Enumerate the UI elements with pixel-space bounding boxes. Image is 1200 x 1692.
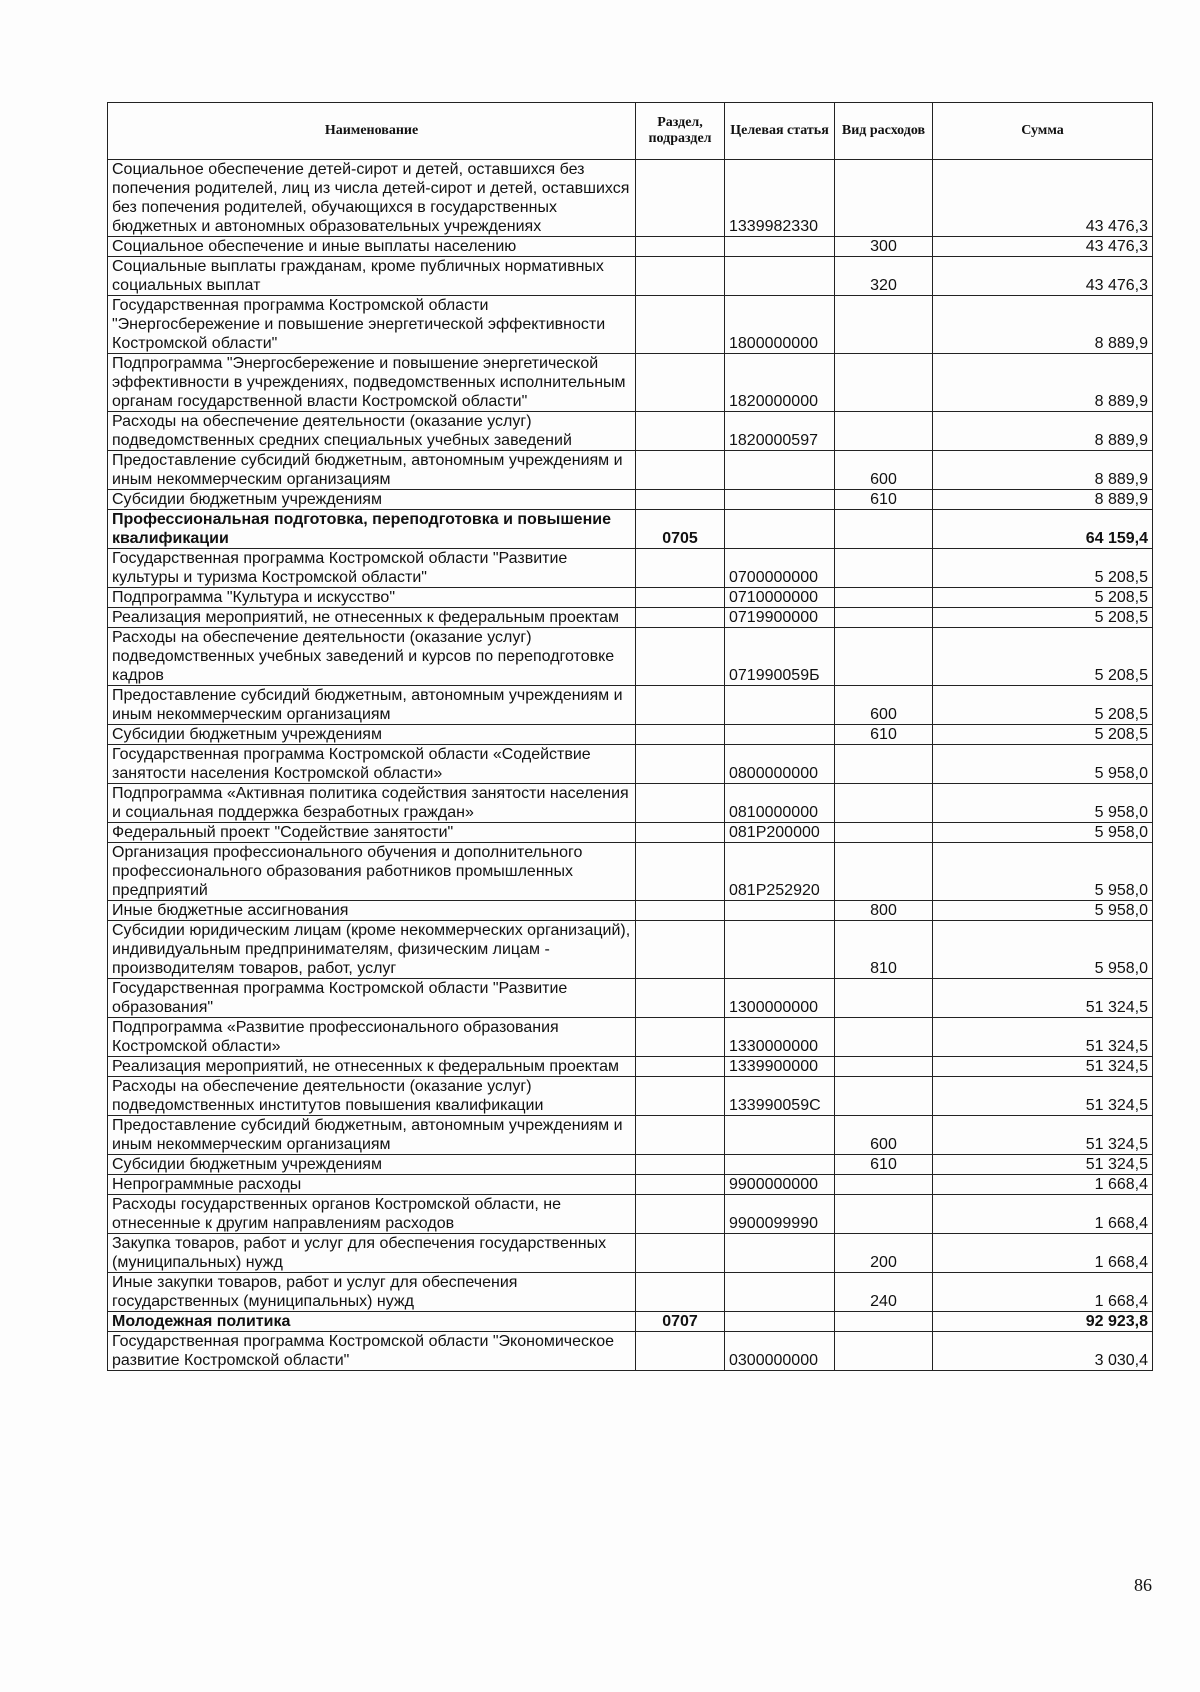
cell-name: Иные закупки товаров, работ и услуг для обеспечения государственных (муниципальных) нужд: [108, 1273, 636, 1312]
cell-sum: 51 324,5: [933, 1077, 1153, 1116]
cell-sum: 8 889,9: [933, 412, 1153, 451]
cell-sum: 5 208,5: [933, 725, 1153, 745]
cell-kind: [835, 1057, 933, 1077]
cell-kind: [835, 1018, 933, 1057]
cell-section: [636, 1332, 725, 1371]
cell-name: Подпрограмма "Энергосбережение и повышение энергетической эффективности в учреждениях, подведомственных исполнительным органам государственной власти Костромской области": [108, 354, 636, 412]
cell-article: [725, 1234, 835, 1273]
cell-article: [725, 451, 835, 490]
header-section: Раздел, подраздел: [636, 103, 725, 160]
cell-kind: [835, 1312, 933, 1332]
cell-section: 0707: [636, 1312, 725, 1332]
cell-kind: 600: [835, 451, 933, 490]
cell-article: 071990059Б: [725, 628, 835, 686]
table-row: [108, 1077, 1153, 1116]
cell-section: [636, 901, 725, 921]
table-row: [108, 296, 1153, 354]
cell-sum: 5 958,0: [933, 745, 1153, 784]
cell-sum: 5 208,5: [933, 549, 1153, 588]
cell-section: [636, 588, 725, 608]
cell-sum: 92 923,8: [933, 1312, 1153, 1332]
cell-section: [636, 979, 725, 1018]
table-row: [108, 510, 1153, 549]
table-row: [108, 237, 1153, 257]
cell-article: [725, 490, 835, 510]
cell-section: [636, 549, 725, 588]
cell-article: 9900099990: [725, 1195, 835, 1234]
cell-article: 0800000000: [725, 745, 835, 784]
cell-name: Предоставление субсидий бюджетным, автономным учреждениям и иным некоммерческим организациям: [108, 686, 636, 725]
table-row: [108, 1155, 1153, 1175]
cell-kind: 300: [835, 237, 933, 257]
cell-section: [636, 1273, 725, 1312]
table-row: [108, 412, 1153, 451]
cell-article: 1820000000: [725, 354, 835, 412]
cell-section: [636, 745, 725, 784]
cell-sum: 51 324,5: [933, 1018, 1153, 1057]
cell-sum: 64 159,4: [933, 510, 1153, 549]
table-row: [108, 628, 1153, 686]
cell-name: Социальные выплаты гражданам, кроме публичных нормативных социальных выплат: [108, 257, 636, 296]
cell-section: [636, 257, 725, 296]
cell-kind: 610: [835, 490, 933, 510]
cell-section: [636, 451, 725, 490]
cell-article: [725, 510, 835, 549]
table-row: [108, 921, 1153, 979]
cell-article: 1330000000: [725, 1018, 835, 1057]
table-row: [108, 843, 1153, 901]
cell-sum: 43 476,3: [933, 237, 1153, 257]
cell-article: [725, 901, 835, 921]
cell-kind: [835, 296, 933, 354]
cell-section: [636, 1077, 725, 1116]
cell-kind: [835, 510, 933, 549]
cell-sum: 5 208,5: [933, 588, 1153, 608]
cell-name: Субсидии бюджетным учреждениям: [108, 490, 636, 510]
cell-section: [636, 921, 725, 979]
table-row: [108, 257, 1153, 296]
cell-kind: [835, 628, 933, 686]
cell-sum: 8 889,9: [933, 490, 1153, 510]
cell-name: Расходы на обеспечение деятельности (оказание услуг) подведомственных институтов повышения квалификации: [108, 1077, 636, 1116]
header-kind: Вид расходов: [835, 103, 933, 160]
cell-name: Молодежная политика: [108, 1312, 636, 1332]
table-row: [108, 1175, 1153, 1195]
cell-sum: 1 668,4: [933, 1234, 1153, 1273]
cell-name: Предоставление субсидий бюджетным, автономным учреждениям и иным некоммерческим организациям: [108, 451, 636, 490]
table-row: [108, 1273, 1153, 1312]
cell-name: Государственная программа Костромской области "Энергосбережение и повышение энергетической эффективности Костромской области": [108, 296, 636, 354]
table-row: [108, 901, 1153, 921]
cell-sum: 51 324,5: [933, 1155, 1153, 1175]
cell-sum: 5 208,5: [933, 628, 1153, 686]
cell-name: Организация профессионального обучения и дополнительного профессионального образования работников промышленных предприятий: [108, 843, 636, 901]
cell-kind: [835, 160, 933, 237]
cell-kind: [835, 1332, 933, 1371]
cell-article: 0710000000: [725, 588, 835, 608]
cell-kind: 200: [835, 1234, 933, 1273]
cell-section: [636, 1195, 725, 1234]
cell-kind: [835, 823, 933, 843]
table-row: [108, 1312, 1153, 1332]
cell-kind: [835, 843, 933, 901]
table-row: [108, 784, 1153, 823]
cell-kind: [835, 588, 933, 608]
cell-kind: 600: [835, 686, 933, 725]
budget-table: [107, 102, 1153, 1371]
cell-article: [725, 1312, 835, 1332]
cell-kind: [835, 549, 933, 588]
table-row: [108, 745, 1153, 784]
cell-kind: [835, 608, 933, 628]
cell-section: [636, 1175, 725, 1195]
header-name: Наименование: [108, 103, 636, 160]
cell-kind: 610: [835, 725, 933, 745]
cell-kind: [835, 1077, 933, 1116]
table-body: [108, 160, 1153, 1371]
table-row: [108, 725, 1153, 745]
table-row: [108, 608, 1153, 628]
table-row: [108, 979, 1153, 1018]
cell-name: Субсидии юридическим лицам (кроме некоммерческих организаций), индивидуальным предпринимателям, физическим лицам - производителям товаров, работ, услуг: [108, 921, 636, 979]
cell-name: Субсидии бюджетным учреждениям: [108, 1155, 636, 1175]
table-row: [108, 1018, 1153, 1057]
cell-section: [636, 1116, 725, 1155]
cell-name: Расходы на обеспечение деятельности (оказание услуг) подведомственных учебных заведений и курсов по переподготовке кадров: [108, 628, 636, 686]
cell-sum: 51 324,5: [933, 979, 1153, 1018]
cell-section: [636, 686, 725, 725]
cell-sum: 5 958,0: [933, 843, 1153, 901]
cell-kind: [835, 354, 933, 412]
cell-sum: 8 889,9: [933, 354, 1153, 412]
cell-sum: 5 208,5: [933, 608, 1153, 628]
cell-kind: 600: [835, 1116, 933, 1155]
cell-section: [636, 490, 725, 510]
cell-kind: [835, 979, 933, 1018]
cell-name: Расходы государственных органов Костромской области, не отнесенные к другим направлениям расходов: [108, 1195, 636, 1234]
cell-sum: 5 958,0: [933, 823, 1153, 843]
cell-name: Расходы на обеспечение деятельности (оказание услуг) подведомственных средних специальных учебных заведений: [108, 412, 636, 451]
cell-kind: 240: [835, 1273, 933, 1312]
cell-kind: [835, 412, 933, 451]
table-row: [108, 686, 1153, 725]
cell-name: Реализация мероприятий, не отнесенных к федеральным проектам: [108, 1057, 636, 1077]
table-row: [108, 1332, 1153, 1371]
table-row: [108, 160, 1153, 237]
cell-sum: 1 668,4: [933, 1195, 1153, 1234]
cell-article: 1800000000: [725, 296, 835, 354]
cell-article: 081Р252920: [725, 843, 835, 901]
cell-name: Субсидии бюджетным учреждениям: [108, 725, 636, 745]
cell-kind: 610: [835, 1155, 933, 1175]
table-row: [108, 1234, 1153, 1273]
cell-sum: 1 668,4: [933, 1175, 1153, 1195]
cell-section: [636, 784, 725, 823]
cell-section: [636, 823, 725, 843]
cell-kind: 800: [835, 901, 933, 921]
cell-sum: 5 958,0: [933, 901, 1153, 921]
cell-section: [636, 354, 725, 412]
table-row: [108, 490, 1153, 510]
cell-sum: 8 889,9: [933, 451, 1153, 490]
cell-article: 1339982330: [725, 160, 835, 237]
cell-article: [725, 1273, 835, 1312]
cell-name: Федеральный проект "Содействие занятости": [108, 823, 636, 843]
header-sum: Сумма: [933, 103, 1153, 160]
cell-section: [636, 237, 725, 257]
cell-article: [725, 921, 835, 979]
cell-name: Профессиональная подготовка, переподготовка и повышение квалификации: [108, 510, 636, 549]
cell-kind: 320: [835, 257, 933, 296]
cell-section: [636, 160, 725, 237]
cell-section: [636, 843, 725, 901]
cell-section: [636, 412, 725, 451]
table-row: [108, 354, 1153, 412]
cell-article: 1300000000: [725, 979, 835, 1018]
cell-sum: 5 958,0: [933, 921, 1153, 979]
table-row: [108, 1116, 1153, 1155]
table-row: [108, 1057, 1153, 1077]
cell-name: Предоставление субсидий бюджетным, автономным учреждениям и иным некоммерческим организациям: [108, 1116, 636, 1155]
cell-article: [725, 237, 835, 257]
cell-name: Закупка товаров, работ и услуг для обеспечения государственных (муниципальных) нужд: [108, 1234, 636, 1273]
page-number: 86: [1134, 1575, 1152, 1595]
cell-article: 0719900000: [725, 608, 835, 628]
cell-sum: 43 476,3: [933, 160, 1153, 237]
cell-section: 0705: [636, 510, 725, 549]
cell-sum: 51 324,5: [933, 1116, 1153, 1155]
cell-article: [725, 257, 835, 296]
table-row: [108, 588, 1153, 608]
cell-article: 9900000000: [725, 1175, 835, 1195]
cell-name: Социальное обеспечение и иные выплаты населению: [108, 237, 636, 257]
cell-name: Государственная программа Костромской области "Развитие культуры и туризма Костромской области": [108, 549, 636, 588]
cell-name: Государственная программа Костромской области "Экономическое развитие Костромской области": [108, 1332, 636, 1371]
cell-section: [636, 725, 725, 745]
cell-article: 1820000597: [725, 412, 835, 451]
cell-sum: 8 889,9: [933, 296, 1153, 354]
cell-article: 1339900000: [725, 1057, 835, 1077]
cell-section: [636, 1057, 725, 1077]
cell-sum: 43 476,3: [933, 257, 1153, 296]
cell-sum: 3 030,4: [933, 1332, 1153, 1371]
cell-name: Иные бюджетные ассигнования: [108, 901, 636, 921]
cell-name: Реализация мероприятий, не отнесенных к федеральным проектам: [108, 608, 636, 628]
cell-article: [725, 1155, 835, 1175]
header-article: Целевая статья: [725, 103, 835, 160]
cell-kind: [835, 1195, 933, 1234]
table-row: [108, 823, 1153, 843]
cell-kind: [835, 784, 933, 823]
cell-sum: 5 958,0: [933, 784, 1153, 823]
cell-article: [725, 1116, 835, 1155]
cell-section: [636, 628, 725, 686]
cell-sum: 1 668,4: [933, 1273, 1153, 1312]
cell-name: Подпрограмма «Развитие профессионального образования Костромской области»: [108, 1018, 636, 1057]
cell-section: [636, 296, 725, 354]
cell-name: Подпрограмма "Культура и искусство": [108, 588, 636, 608]
cell-section: [636, 608, 725, 628]
cell-name: Государственная программа Костромской области "Развитие образования": [108, 979, 636, 1018]
cell-article: [725, 725, 835, 745]
cell-name: Непрограммные расходы: [108, 1175, 636, 1195]
cell-name: Подпрограмма «Активная политика содействия занятости населения и социальная поддержка безработных граждан»: [108, 784, 636, 823]
table-row: [108, 549, 1153, 588]
cell-section: [636, 1234, 725, 1273]
cell-kind: [835, 745, 933, 784]
cell-kind: 810: [835, 921, 933, 979]
table-header-row: [108, 103, 1153, 160]
table-row: [108, 1195, 1153, 1234]
cell-article: 081Р200000: [725, 823, 835, 843]
cell-article: 0300000000: [725, 1332, 835, 1371]
cell-name: Социальное обеспечение детей-сирот и детей, оставшихся без попечения родителей, лиц из числа детей-сирот и детей, оставшихся без попечения родителей, обучающихся в государственных бюджетных и автономных образовательных учреждениях: [108, 160, 636, 237]
cell-article: 0700000000: [725, 549, 835, 588]
cell-section: [636, 1018, 725, 1057]
cell-sum: 5 208,5: [933, 686, 1153, 725]
cell-name: Государственная программа Костромской области «Содействие занятости населения Костромской области»: [108, 745, 636, 784]
cell-article: 133990059С: [725, 1077, 835, 1116]
cell-kind: [835, 1175, 933, 1195]
table-row: [108, 451, 1153, 490]
cell-article: [725, 686, 835, 725]
cell-section: [636, 1155, 725, 1175]
cell-article: 0810000000: [725, 784, 835, 823]
cell-sum: 51 324,5: [933, 1057, 1153, 1077]
